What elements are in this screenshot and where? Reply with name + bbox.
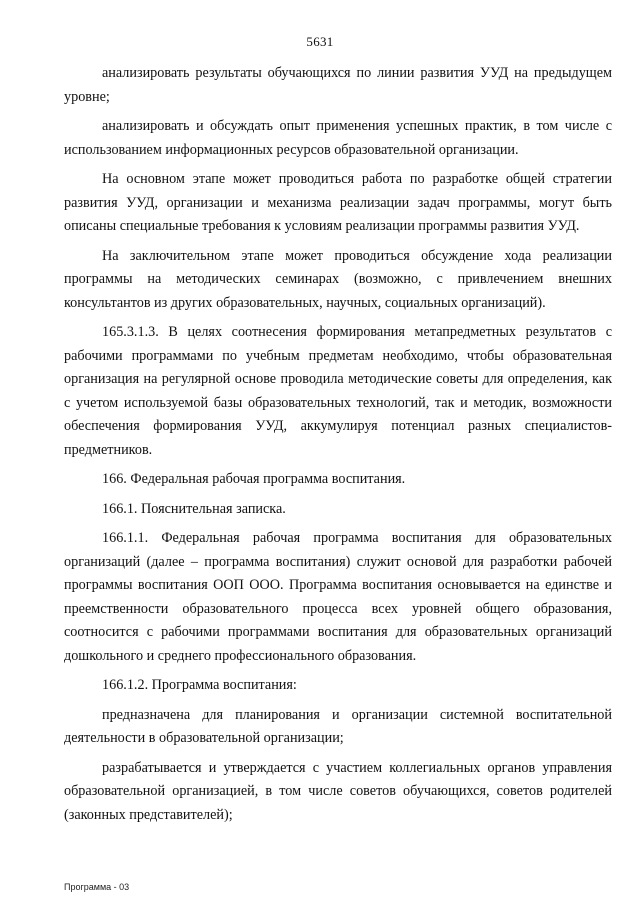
list-item: разрабатывается и утверждается с участием коллегиальных органов управления образовательной организацией, в том числе советов обучающихся, советов родителей (законных представителей); (64, 759, 612, 823)
paragraph: анализировать и обсуждать опыт применения успешных практик, в том числе с использованием информационных ресурсов образовательной организации. (64, 118, 612, 158)
subsection-heading: 166.1. Пояснительная записка. (102, 500, 286, 517)
list-item: предназначена для планирования и организации системной воспитательной деятельности в образовательной организации; (64, 706, 612, 746)
paragraph: 166.1.2. Программа воспитания: (102, 677, 297, 693)
paragraph: 166.1.1. Федеральная рабочая программа воспитания для образовательных организаций (далее – программа воспитания) служит основой для разработки рабочей программы воспитания ООП ООО. Программа воспитания основывается на единстве и преемственности образовательного процесса всех уровней общего образования, соотносится с рабочими программами воспитания для образовательных организаций дошкольного и среднего профессионального образования. (64, 530, 612, 664)
section-heading: 166. Федеральная рабочая программа воспитания. (102, 471, 406, 487)
paragraph: анализировать результаты обучающихся по линии развития УУД на предыдущем уровне; (64, 65, 612, 105)
body-text (64, 62, 612, 833)
paragraph: На заключительном этапе может проводиться обсуждение хода реализации программы на методических семинарах (возможно, с привлечением внешних консультантов из других образовательных, научных, социальных организаций). (64, 247, 612, 311)
page-number: 5631 (306, 34, 334, 49)
paragraph: На основном этапе может проводиться работа по разработке общей стратегии развития УУД, организации и механизма реализации задач программы, могут быть описаны специальные требования к условиям реализации программы развития УУД. (64, 171, 612, 234)
footer-note: Программа - 03 (64, 882, 130, 892)
paragraph: 165.3.1.3. В целях соотнесения формирования метапредметных результатов с рабочими программами по учебным предметам необходимо, чтобы образовательная организация на регулярной основе проводила методические советы для определения, как с учетом используемой базы образовательных технологий, так и методик, возможности обеспечения формирования УУД, аккумулируя потенциал разных специалистов-предметников. (64, 324, 612, 458)
